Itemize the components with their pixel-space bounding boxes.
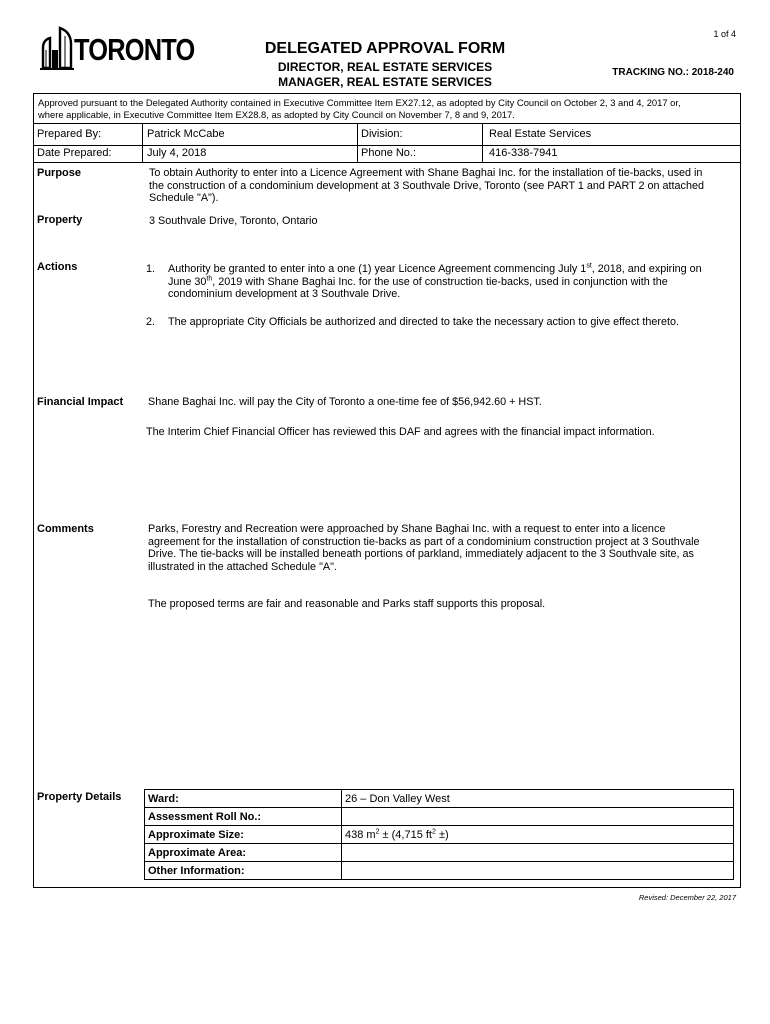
action-1-line: condominium development at 3 Southvale Drive. (168, 288, 401, 301)
division-label: Division: (361, 128, 403, 140)
table-row (145, 808, 734, 826)
info-col-divider-2 (357, 124, 358, 162)
approximate-area-value (342, 844, 734, 862)
financial-impact-label: Financial Impact (37, 396, 124, 408)
form-subtitle-manager: MANAGER, REAL ESTATE SERVICES (278, 75, 492, 89)
other-information-value (342, 862, 734, 880)
info-col-divider-3 (482, 124, 483, 162)
purpose-line: To obtain Authority to enter into a Licence Agreement with Shane Baghai Inc. for the installation of tie-backs, used in (149, 167, 703, 179)
phone-value: 416-338-7941 (489, 147, 558, 159)
table-row (145, 790, 734, 808)
purpose-label: Purpose (37, 167, 82, 179)
prepared-by-label: Prepared By: (37, 128, 102, 140)
approximate-size-value: 438 $m^2 \pm (4,715$ $ft^2$ ±) (342, 826, 734, 844)
form-subtitle-director: DIRECTOR, REAL ESTATE SERVICES (277, 60, 493, 74)
info-bottom-divider (34, 162, 740, 163)
purpose-line: Schedule "A"). (149, 192, 219, 205)
property-details-label: Property Details (37, 791, 122, 803)
table-row (145, 826, 734, 844)
approximate-area-label: Approximate Area: (145, 844, 342, 862)
action-2-text: The appropriate City Officials be authorized and directed to take the necessary action to give effect thereto. (168, 316, 679, 328)
date-prepared-label: Date Prepared: (37, 147, 112, 159)
toronto-logo (40, 26, 195, 70)
approval-line-2: where applicable, in Executive Committee Item EX28.8, as adopted by City Council on November 7, 8 and 9, 2017. (38, 109, 515, 120)
ward-value: 26 – Don Valley West (342, 790, 734, 808)
table-row (145, 844, 734, 862)
revised-date: Revised: December 22, 2017 (638, 893, 736, 902)
approximate-size-label: Approximate Size: (145, 826, 342, 844)
financial-impact-text-2: The Interim Chief Financial Officer has reviewed this DAF and agrees with the financial impact information. (146, 426, 655, 438)
action-1-line: June 30th, 2019 with Shane Baghai Inc. for the use of construction tie-backs, used in conjunction with the (168, 275, 668, 288)
city-hall-icon (40, 26, 74, 70)
action-1-number: 1. (146, 263, 156, 275)
comments-label: Comments (37, 523, 94, 535)
approval-statement (33, 93, 741, 124)
comments-line: illustrated in the attached Schedule "A". (148, 560, 337, 573)
property-label: Property (37, 214, 83, 226)
logo-wordmark: TORONTO (74, 32, 195, 67)
property-text: 3 Southvale Drive, Toronto, Ontario (149, 215, 318, 227)
tracking-number: TRACKING NO.: 2018-240 (612, 67, 734, 78)
comments-text-1 (148, 523, 700, 573)
approval-line-1: Approved pursuant to the Delegated Authority contained in Executive Committee Item EX27.12, as adopted by City Council on October 2, 3 and 4, 2017 or, (38, 97, 681, 108)
action-1-text (168, 263, 702, 301)
comments-text-2: The proposed terms are fair and reasonable and Parks staff supports this proposal. (148, 598, 546, 610)
info-row-divider (34, 145, 740, 146)
date-prepared-value: July 4, 2018 (147, 147, 207, 159)
form-title: DELEGATED APPROVAL FORM (264, 40, 506, 57)
assessment-roll-value (342, 808, 734, 826)
table-row (145, 862, 734, 880)
form-body (33, 124, 741, 888)
ward-label: Ward: (145, 790, 342, 808)
info-col-divider-1 (142, 124, 143, 162)
action-2-number: 2. (146, 316, 156, 328)
financial-impact-text-1: Shane Baghai Inc. will pay the City of Toronto a one-time fee of $56,942.60 + HST. (148, 396, 542, 408)
purpose-line: the construction of a condominium development at 3 Southvale Drive, Toronto (see PART 1 and PART 2 on attached (149, 179, 704, 192)
comments-line: Drive. The tie-backs will be installed beneath portions of parkland, immediately adjacent to the 3 Southvale site, as (148, 548, 694, 561)
other-information-label: Other Information: (145, 862, 342, 880)
actions-label: Actions (37, 261, 78, 273)
assessment-roll-label: Assessment Roll No.: (145, 808, 342, 826)
prepared-by-value: Patrick McCabe (147, 128, 225, 140)
comments-line: Parks, Forestry and Recreation were approached by Shane Baghai Inc. with a request to enter into a licence (148, 523, 666, 535)
property-details-table (144, 789, 734, 880)
phone-label: Phone No.: (361, 147, 417, 159)
purpose-text (149, 167, 704, 205)
page-number: 1 of 4 (713, 29, 736, 39)
division-value: Real Estate Services (489, 128, 592, 140)
comments-line: agreement for the installation of construction tie-backs as part of a condominium construction project at 3 Southvale (148, 535, 700, 548)
action-1-line: Authority be granted to enter into a one (1) year Licence Agreement commencing July 1st, 2018, and expiring on (168, 262, 702, 275)
